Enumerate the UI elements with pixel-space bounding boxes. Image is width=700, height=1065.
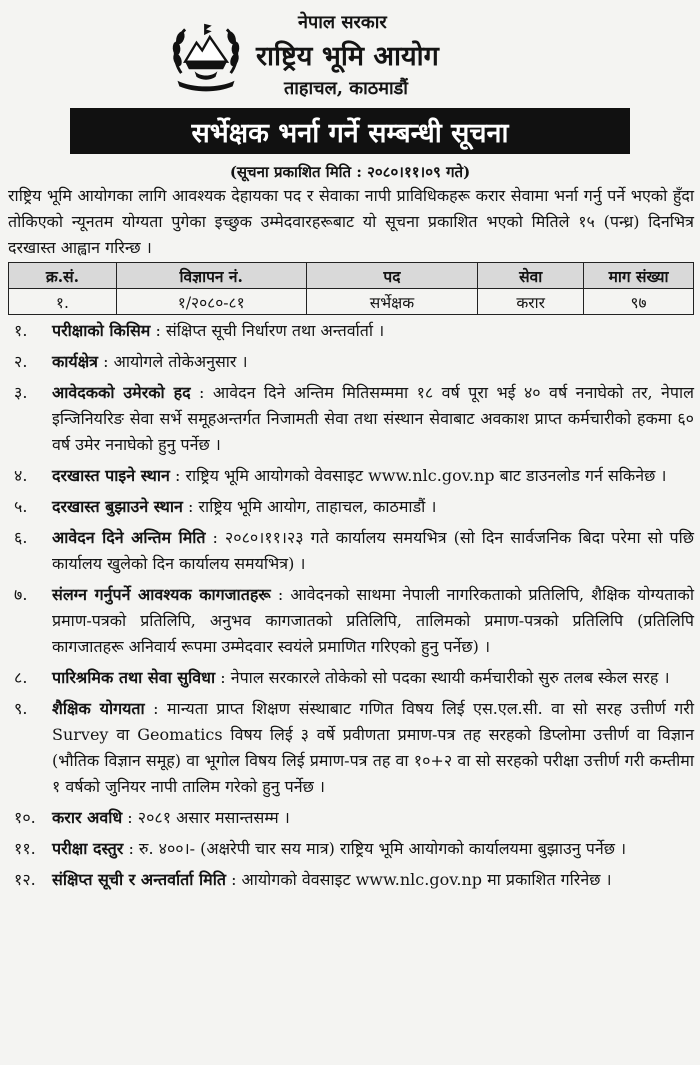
- item-text: : मान्यता प्राप्त शिक्षण संस्थाबाट गणित विषय लिई एस.एल.सी. वा सो सरह उत्तीर्ण गरी Survey वा Geomatics विषय लिई ३ वर्षे प्रवीणता प्रमाण-पत्र तह सरहको डिप्लोमा उत्तीर्ण वा विज्ञान (भौतिक विज्ञान समूह) वा भूगोल विषय लिई प्रमाण-पत्र तह वा १०+२ वा सो सरहको परीक्षा उत्तीर्ण गरी कम्तीमा १ वर्षको जुनियर नापी तालिम गरेको हुनु पर्नेछ ।: [52, 699, 694, 796]
- item-text: : आयोगको वेवसाइट www.nlc.gov.np मा प्रकाशित गरिनेछ ।: [225, 870, 612, 889]
- table-cell: सर्भेक्षक: [306, 289, 478, 315]
- nepal-emblem-icon: [168, 18, 244, 94]
- item-text: : राष्ट्रिय भूमि आयोग, ताहाचल, काठमाडौं ।: [182, 497, 437, 516]
- list-item: [8, 867, 694, 893]
- item-text: : राष्ट्रिय भूमि आयोगको वेवसाइट www.nlc.gov.np बाट डाउनलोड गर्न सकिनेछ ।: [169, 466, 667, 485]
- item-label: संक्षिप्त सूची र अन्तर्वार्ता मिति: [52, 870, 226, 889]
- item-number: १२.: [14, 870, 36, 889]
- item-body: [52, 525, 694, 577]
- list-item: [8, 582, 694, 660]
- item-number: ११.: [14, 839, 36, 858]
- item-number: ७.: [14, 585, 28, 604]
- list-item: [8, 696, 694, 800]
- item-text: : आवेदन दिने अन्तिम मितिसम्ममा १८ वर्ष पूरा भई ४० वर्ष ननाघेको तर, नेपाल इन्जिनियरिङ सेवा सर्भे समूहअन्तर्गत निजामती सेवा तथा संस्थान सेवाबाट अवकाश प्राप्त कर्मचारीको हकमा ६० वर्ष उमेर ननाघेको हुनु पर्नेछ ।: [52, 383, 694, 454]
- intro-paragraph: राष्ट्रिय भूमि आयोगका लागि आवश्यक देहायका पद र सेवाका नापी प्राविधिकहरू करार सेवामा भर्ना गर्नु पर्ने भएको हुँदा तोकिएको न्यूनतम योग्यता पुगेका इच्छुक उम्मेदवारहरूबाट यो सूचना प्रकाशित भएको मितिले १५ (पन्ध्र) दिनभित्र दरखास्त आह्वान गरिन्छ ।: [8, 186, 694, 257]
- item-body: [52, 665, 694, 691]
- item-number: ६.: [14, 528, 28, 547]
- item-label: आवेदन दिने अन्तिम मिति: [52, 528, 206, 547]
- item-body: [52, 582, 694, 660]
- letterhead: [0, 6, 700, 102]
- item-text: : रु. ४००।- (अक्षरेपी चार सय मात्र) राष्ट्रिय भूमि आयोगको कार्यालयमा बुझाउनु पर्नेछ ।: [123, 839, 627, 858]
- vacancy-table: [8, 262, 694, 315]
- publication-date: (सूचना प्रकाशित मिति : २०८०।११।०९ गते): [229, 163, 471, 181]
- list-item: [8, 349, 694, 375]
- item-label: परीक्षाको किसिम: [52, 321, 151, 340]
- item-label: दरखास्त पाइने स्थान: [52, 466, 170, 485]
- item-body: [52, 463, 694, 489]
- item-label: पारिश्रमिक तथा सेवा सुविधा: [52, 668, 216, 687]
- list-item: [8, 463, 694, 489]
- list-item: [8, 318, 694, 344]
- item-text: : संक्षिप्त सूची निर्धारण तथा अन्तर्वार्ता ।: [150, 321, 385, 340]
- list-item: [8, 494, 694, 520]
- item-body: [52, 867, 694, 893]
- item-body: [52, 805, 694, 831]
- list-item: [8, 525, 694, 577]
- item-number: १०.: [14, 808, 36, 827]
- item-body: [52, 696, 694, 800]
- item-number: ५.: [14, 497, 28, 516]
- notice-title: सर्भेक्षक भर्ना गर्ने सम्बन्धी सूचना: [70, 108, 630, 154]
- item-number: १.: [14, 321, 28, 340]
- notice-items: [8, 318, 694, 898]
- item-body: [52, 349, 694, 375]
- item-label: परीक्षा दस्तुर: [52, 839, 124, 858]
- organization-name: राष्ट्रिय भूमि आयोग: [256, 41, 439, 72]
- item-number: २.: [14, 352, 28, 371]
- column-header: क्र.सं.: [9, 263, 117, 289]
- list-item: [8, 380, 694, 458]
- item-text: : आवेदनको साथमा नेपाली नागरिकताको प्रतिलिपि, शैक्षिक योग्यताको प्रमाण-पत्रको प्रतिलिपि, अनुभव कागजातको प्रतिलिपि, तालिमको प्रमाण-पत्रको प्रतिलिपि (प्रतिलिपि कागजातहरू अनिवार्य रूपमा उम्मेदवार स्वयंले प्रमाणित गरिएको हुनु पर्नेछ) ।: [52, 585, 694, 656]
- item-label: करार अवधि: [52, 808, 123, 827]
- list-item: [8, 805, 694, 831]
- table-row: [9, 289, 694, 315]
- list-item: [8, 836, 694, 862]
- item-label: संलग्न गर्नुपर्ने आवश्यक कागजातहरू: [52, 585, 271, 604]
- item-number: ८.: [14, 668, 28, 687]
- organization-address: ताहाचल, काठमाडौं: [284, 78, 408, 99]
- item-body: [52, 318, 694, 344]
- item-body: [52, 380, 694, 458]
- item-body: [52, 494, 694, 520]
- item-label: शैक्षिक योगयता: [52, 699, 145, 718]
- column-header: विज्ञापन नं.: [116, 263, 306, 289]
- list-item: [8, 665, 694, 691]
- table-cell: ९७: [584, 289, 694, 315]
- government-name: नेपाल सरकार: [298, 12, 387, 33]
- item-number: ३.: [14, 383, 28, 402]
- column-header: पद: [306, 263, 478, 289]
- table-cell: १/२०८०-८१: [116, 289, 306, 315]
- table-header-row: [9, 263, 694, 289]
- item-body: [52, 836, 694, 862]
- item-text: : आयोगले तोकेअनुसार ।: [98, 352, 248, 371]
- item-label: कार्यक्षेत्र: [52, 352, 99, 371]
- table-cell: १.: [9, 289, 117, 315]
- table-cell: करार: [478, 289, 584, 315]
- item-text: : २०८०।११।२३ गते कार्यालय समयभित्र (सो दिन सार्वजनिक बिदा परेमा सो पछि कार्यालय खुलेको दिन कार्यालय समयभित्र) ।: [52, 528, 694, 573]
- item-number: ४.: [14, 466, 28, 485]
- column-header: माग संख्या: [584, 263, 694, 289]
- column-header: सेवा: [478, 263, 584, 289]
- item-number: ९.: [14, 699, 28, 718]
- item-label: दरखास्त बुझाउने स्थान: [52, 497, 183, 516]
- item-text: : नेपाल सरकारले तोकेको सो पदका स्थायी कर्मचारीको सुरु तलब स्केल सरह ।: [215, 668, 670, 687]
- item-label: आवेदकको उमेरको हद: [52, 383, 191, 402]
- item-text: : २०८१ असार मसान्तसम्म ।: [122, 808, 290, 827]
